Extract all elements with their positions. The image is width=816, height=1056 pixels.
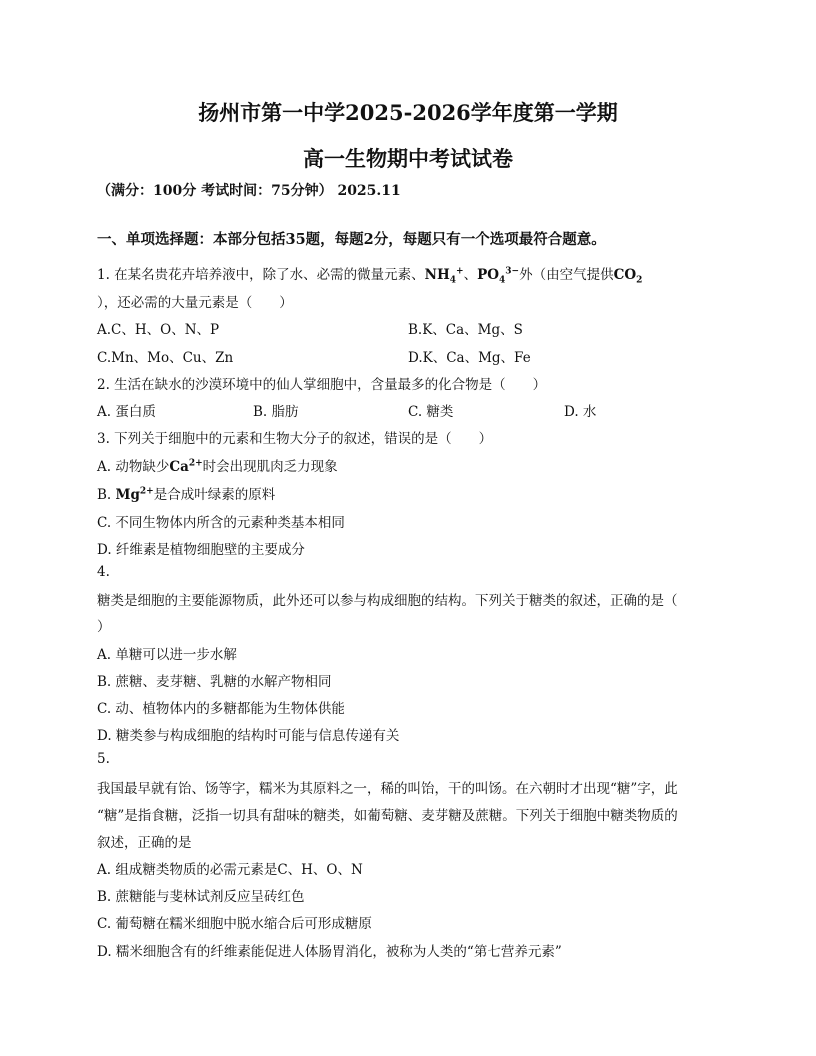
q1-option-a[interactable]: A.C、H、O、N、P (97, 322, 220, 338)
q4-option-b[interactable]: B. 蔗糖、麦芽糖、乳糖的水解产物相同 (97, 674, 332, 690)
question-5-stem-line2: “糖”是指食糖，泛指一切具有甜味的糖类，如葡萄糖、麦芽糖及蔗糖。下列关于细胞中糖类物质的 (97, 808, 678, 824)
q4-option-a[interactable]: A. 单糖可以进一步水解 (97, 647, 237, 663)
q4-option-c[interactable]: C. 动、植物体内的多糖都能为生物体供能 (97, 701, 345, 717)
q1-option-b[interactable]: B.K、Ca、Mg、S (408, 322, 523, 338)
q2-option-c[interactable]: C. 糖类 (408, 404, 454, 420)
question-4-stem-line2: ） (97, 619, 111, 635)
section-heading: 一、单项选择题：本部分包括35题，每题2分，每题只有一个选项最符合题意。 (97, 231, 606, 248)
exam-title-line1: 扬州市第一中学2025-2026学年度第一学期 (198, 100, 618, 125)
q1-separator: 、 (463, 267, 478, 283)
q5-option-c[interactable]: C. 葡萄糖在糯米细胞中脱水缩合后可形成糖原 (97, 916, 372, 932)
question-4-number: 4. (97, 564, 110, 580)
q1-co2: $CO_2$ (613, 267, 643, 286)
q3-ca-ion: $Ca^{2+}$ (169, 458, 203, 475)
question-5-stem-line3: 叙述，正确的是 (97, 835, 192, 851)
q2-option-d[interactable]: D. 水 (564, 404, 597, 420)
q3-mg-ion: $Mg^{2+}$ (115, 486, 154, 503)
exam-title-line2: 高一生物期中考试试卷 (303, 146, 513, 171)
q3-option-b[interactable]: B. $Mg^{2+}$是合成叶绿素的原料 (97, 486, 276, 503)
question-5-number: 5. (97, 751, 110, 767)
q1-option-d[interactable]: D.K、Ca、Mg、Fe (408, 350, 531, 366)
q2-option-b[interactable]: B. 脂肪 (253, 404, 299, 420)
q3-option-c[interactable]: C. 不同生物体内所含的元素种类基本相同 (97, 515, 345, 531)
question-4-stem: 糖类是细胞的主要能源物质，此外还可以参与构成细胞的结构。下列关于糖类的叙述，正确的是（ (97, 593, 678, 609)
q1-po4-ion: $PO_4^{3-}$ (477, 266, 520, 286)
q1-text-before: 1. 在某名贵花卉培养液中，除了水、必需的微量元素、 (97, 267, 425, 283)
question-3-stem: 3. 下列关于细胞中的元素和生物大分子的叙述，错误的是（ ） (97, 431, 493, 447)
q1-text-mid: 外（由空气提供 (519, 267, 614, 283)
q1-nh4-ion: $NH_4^+$ (424, 266, 464, 286)
q5-option-d[interactable]: D. 糯米细胞含有的纤维素能促进人体肠胃消化，被称为人类的“第七营养元素” (97, 944, 562, 960)
q4-option-d[interactable]: D. 糖类参与构成细胞的结构时可能与信息传递有关 (97, 728, 400, 744)
question-1-stem-line2: ），还必需的大量元素是（ ） (97, 295, 293, 311)
q1-option-c[interactable]: C.Mn、Mo、Cu、Zn (97, 350, 234, 366)
question-1-stem (97, 263, 643, 286)
q3-option-d[interactable]: D. 纤维素是植物细胞壁的主要成分 (97, 542, 305, 558)
question-2-stem: 2. 生活在缺水的沙漠环境中的仙人掌细胞中，含量最多的化合物是（ ） (97, 377, 547, 393)
exam-info: （满分：100分 考试时间：75分钟） 2025.11 (97, 183, 401, 199)
question-5-stem: 我国最早就有饴、饧等字，糯米为其原料之一，稀的叫饴，干的叫饧。在六朝时才出现“糖”字，此 (97, 781, 678, 797)
q5-option-a[interactable]: A. 组成糖类物质的必需元素是C、H、O、N (97, 862, 363, 878)
q2-option-a[interactable]: A. 蛋白质 (97, 404, 156, 420)
q5-option-b[interactable]: B. 蔗糖能与斐林试剂反应呈砖红色 (97, 889, 305, 905)
q3-option-a[interactable]: A. 动物缺少$Ca^{2+}$时会出现肌肉乏力现象 (97, 458, 338, 475)
